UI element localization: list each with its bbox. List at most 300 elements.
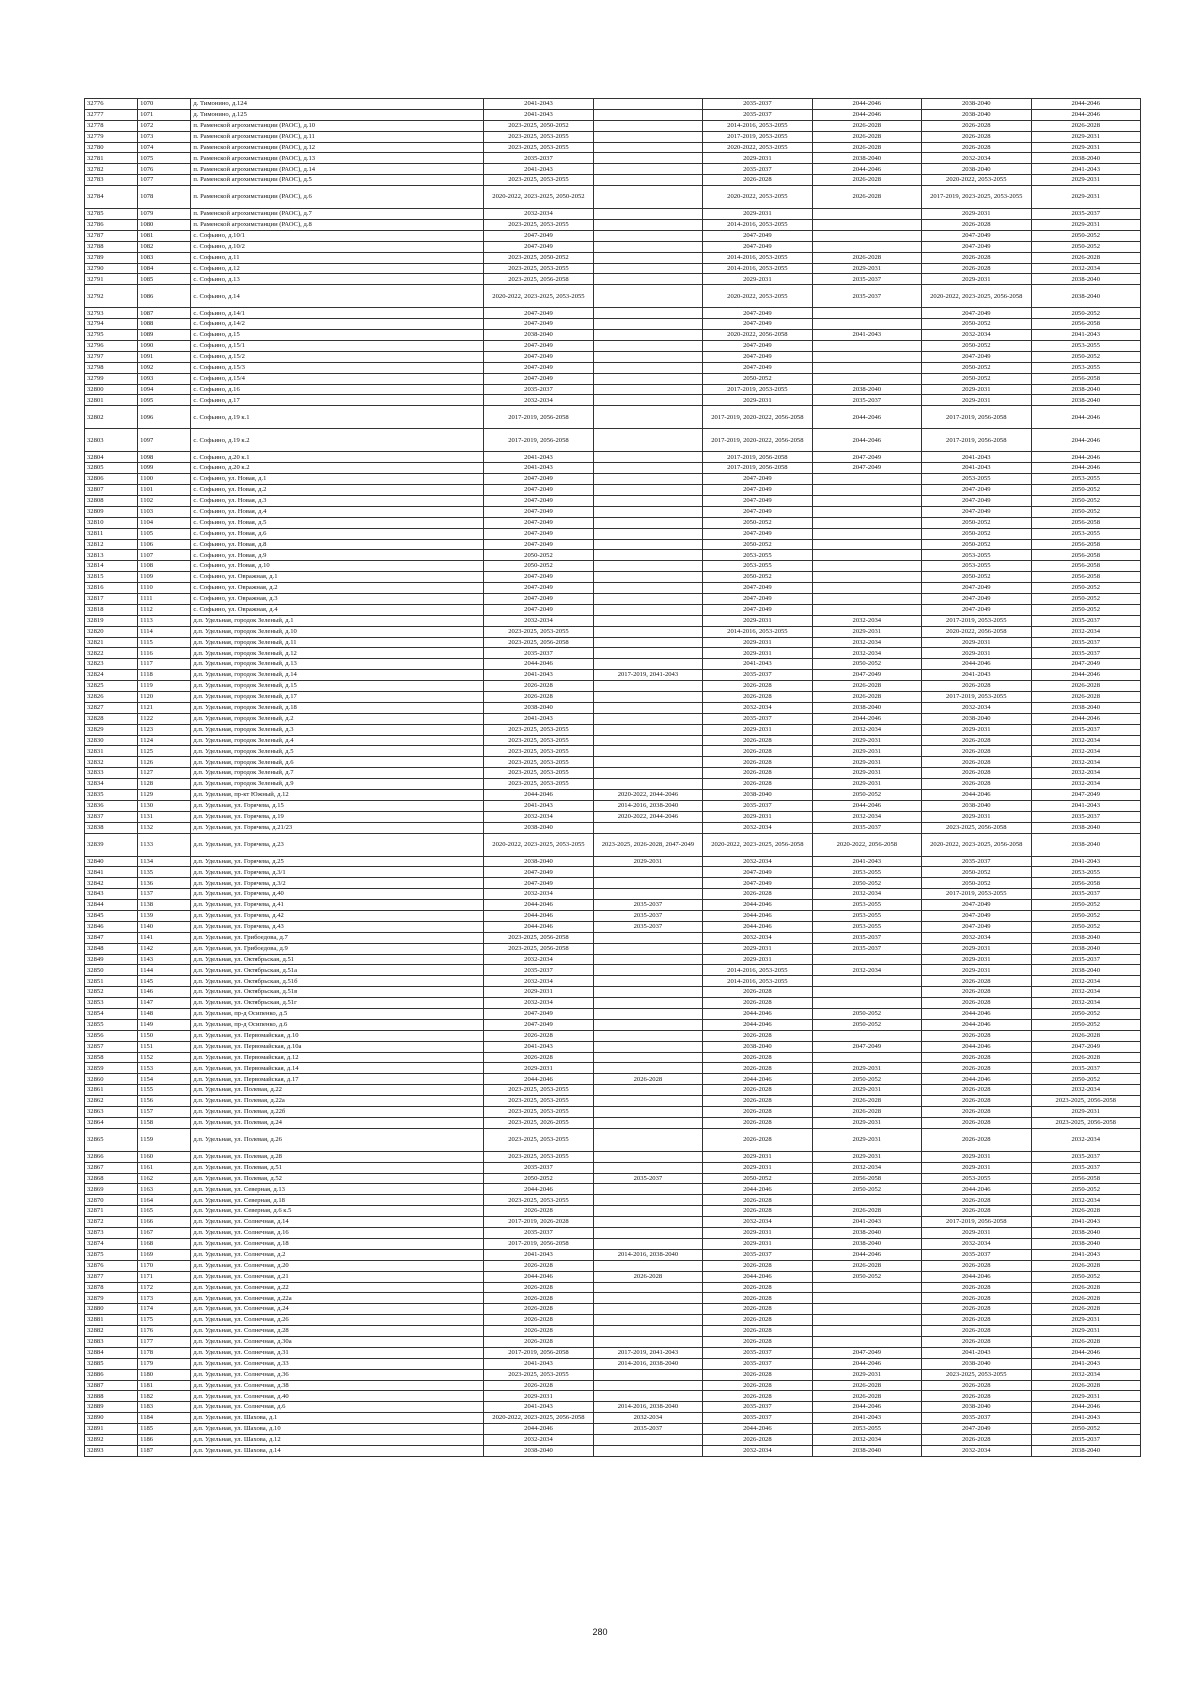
- period-cell: 2047-2049: [484, 308, 593, 319]
- period-cell: 2026-2028: [703, 1380, 812, 1391]
- period-cell: [593, 406, 702, 429]
- item-number-cell: 1125: [138, 746, 191, 757]
- period-cell: 2026-2028: [1031, 120, 1141, 131]
- period-cell: 2020-2022, 2053-2055: [703, 285, 812, 308]
- row-number-cell: 32866: [85, 1151, 138, 1162]
- table-row: [85, 99, 1141, 110]
- period-cell: 2056-2058: [1031, 373, 1141, 384]
- period-cell: 2044-2046: [484, 659, 593, 670]
- item-number-cell: 1107: [138, 550, 191, 561]
- item-number-cell: 1173: [138, 1293, 191, 1304]
- period-cell: 2044-2046: [484, 900, 593, 911]
- row-number-cell: 32779: [85, 131, 138, 142]
- period-cell: 2044-2046: [922, 1074, 1031, 1085]
- address-cell: д.п. Удельная, ул. Солнечная, д.6: [191, 1402, 484, 1413]
- period-cell: 2041-2043: [484, 109, 593, 120]
- period-cell: [593, 485, 702, 496]
- period-cell: [593, 637, 702, 648]
- table-row: [85, 1315, 1141, 1326]
- period-cell: 2047-2049: [703, 319, 812, 330]
- period-cell: [593, 319, 702, 330]
- period-cell: 2053-2055: [1031, 341, 1141, 352]
- period-cell: 2026-2028: [1031, 691, 1141, 702]
- table-row: [85, 1424, 1141, 1435]
- period-cell: 2029-2031: [703, 615, 812, 626]
- period-cell: 2041-2043: [1031, 1358, 1141, 1369]
- period-cell: [812, 474, 921, 485]
- period-cell: [593, 528, 702, 539]
- period-cell: 2050-2052: [1031, 1184, 1141, 1195]
- period-cell: 2047-2049: [703, 474, 812, 485]
- period-cell: [593, 626, 702, 637]
- row-number-cell: 32793: [85, 308, 138, 319]
- address-cell: д.п. Удельная, ул. Первомайская, д.12: [191, 1052, 484, 1063]
- period-cell: 2038-2040: [1031, 384, 1141, 395]
- period-cell: 2029-2031: [812, 1128, 921, 1151]
- period-cell: 2044-2046: [1031, 670, 1141, 681]
- period-cell: 2050-2052: [922, 528, 1031, 539]
- address-cell: д. Тимонино, д.125: [191, 109, 484, 120]
- period-cell: 2020-2022, 2053-2055: [703, 142, 812, 153]
- table-row: [85, 779, 1141, 790]
- period-cell: 2014-2016, 2038-2040: [593, 1402, 702, 1413]
- period-cell: 2026-2028: [703, 1326, 812, 1337]
- period-cell: 2035-2037: [1031, 724, 1141, 735]
- row-number-cell: 32868: [85, 1173, 138, 1184]
- period-cell: [593, 713, 702, 724]
- period-cell: 2041-2043: [922, 1347, 1031, 1358]
- item-number-cell: 1086: [138, 285, 191, 308]
- period-cell: [593, 1391, 702, 1402]
- table-row: [85, 362, 1141, 373]
- address-cell: с. Софьино, ул. Новая, д.8: [191, 539, 484, 550]
- period-cell: [593, 209, 702, 220]
- period-cell: 2032-2034: [484, 615, 593, 626]
- period-cell: 2047-2049: [922, 593, 1031, 604]
- period-cell: 2026-2028: [922, 1030, 1031, 1041]
- period-cell: 2047-2049: [703, 362, 812, 373]
- period-cell: 2026-2028: [1031, 1030, 1141, 1041]
- period-cell: [593, 583, 702, 594]
- item-number-cell: 1180: [138, 1369, 191, 1380]
- table-row: [85, 474, 1141, 485]
- period-cell: 2026-2028: [703, 1085, 812, 1096]
- period-cell: 2026-2028: [703, 175, 812, 186]
- period-cell: 2047-2049: [484, 319, 593, 330]
- period-cell: 2038-2040: [812, 1445, 921, 1456]
- period-cell: 2050-2052: [1031, 1019, 1141, 1030]
- address-cell: д.п. Удельная, ул. Грибоедова, д.9: [191, 943, 484, 954]
- item-number-cell: 1118: [138, 670, 191, 681]
- period-cell: [593, 463, 702, 474]
- row-number-cell: 32835: [85, 789, 138, 800]
- address-cell: д.п. Удельная, городок Зеленый, д.2: [191, 713, 484, 724]
- period-cell: 2032-2034: [812, 724, 921, 735]
- row-number-cell: 32788: [85, 241, 138, 252]
- row-number-cell: 32859: [85, 1063, 138, 1074]
- item-number-cell: 1138: [138, 900, 191, 911]
- period-cell: 2035-2037: [1031, 1162, 1141, 1173]
- period-cell: 2026-2028: [1031, 1293, 1141, 1304]
- period-cell: 2029-2031: [922, 1162, 1031, 1173]
- period-cell: 2029-2031: [703, 209, 812, 220]
- period-cell: 2038-2040: [484, 702, 593, 713]
- period-cell: [593, 1380, 702, 1391]
- address-cell: д.п. Удельная, ул. Первомайская, д.10а: [191, 1041, 484, 1052]
- item-number-cell: 1121: [138, 702, 191, 713]
- table-row: [85, 1402, 1141, 1413]
- period-cell: 2035-2037: [703, 800, 812, 811]
- row-number-cell: 32888: [85, 1391, 138, 1402]
- period-cell: [593, 452, 702, 463]
- row-number-cell: 32816: [85, 583, 138, 594]
- period-cell: 2032-2034: [922, 702, 1031, 713]
- period-cell: 2038-2040: [1031, 965, 1141, 976]
- period-cell: 2053-2055: [812, 911, 921, 922]
- period-cell: 2032-2034: [1031, 757, 1141, 768]
- period-cell: 2032-2034: [812, 965, 921, 976]
- period-cell: 2047-2049: [703, 593, 812, 604]
- period-cell: [812, 604, 921, 615]
- table-row: [85, 153, 1141, 164]
- period-cell: 2047-2049: [484, 230, 593, 241]
- period-cell: 2035-2037: [1031, 648, 1141, 659]
- table-row: [85, 735, 1141, 746]
- period-cell: 2026-2028: [1031, 1380, 1141, 1391]
- period-cell: 2044-2046: [703, 1019, 812, 1030]
- period-cell: 2026-2028: [812, 131, 921, 142]
- period-cell: 2047-2049: [703, 495, 812, 506]
- period-cell: 2032-2034: [1031, 987, 1141, 998]
- address-cell: д.п. Удельная, пр-кт Южный, д.12: [191, 789, 484, 800]
- row-number-cell: 32836: [85, 800, 138, 811]
- period-cell: 2029-2031: [812, 746, 921, 757]
- period-cell: 2026-2028: [1031, 252, 1141, 263]
- address-cell: с. Софьино, ул. Овражная, д.1: [191, 572, 484, 583]
- table-row: [85, 142, 1141, 153]
- period-cell: 2032-2034: [922, 153, 1031, 164]
- item-number-cell: 1161: [138, 1162, 191, 1173]
- item-number-cell: 1162: [138, 1173, 191, 1184]
- address-cell: д.п. Удельная, ул. Солнечная, д.2: [191, 1249, 484, 1260]
- item-number-cell: 1160: [138, 1151, 191, 1162]
- period-cell: 2035-2037: [703, 164, 812, 175]
- period-cell: 2044-2046: [484, 789, 593, 800]
- item-number-cell: 1153: [138, 1063, 191, 1074]
- address-cell: д.п. Удельная, ул. Солнечная, д.31: [191, 1347, 484, 1358]
- address-cell: д.п. Удельная, ул. Октябрьская, д.51а: [191, 965, 484, 976]
- row-number-cell: 32850: [85, 965, 138, 976]
- row-number-cell: 32808: [85, 495, 138, 506]
- address-cell: д.п. Удельная, городок Зеленый, д.11: [191, 637, 484, 648]
- row-number-cell: 32833: [85, 768, 138, 779]
- period-cell: [593, 1184, 702, 1195]
- period-cell: 2026-2028: [922, 142, 1031, 153]
- address-cell: д.п. Удельная, городок Зеленый, д.6: [191, 757, 484, 768]
- address-cell: д.п. Удельная, ул. Солнечная, д.26: [191, 1315, 484, 1326]
- period-cell: [593, 164, 702, 175]
- table-row: [85, 285, 1141, 308]
- address-cell: д.п. Удельная, ул. Шахова, д.14: [191, 1445, 484, 1456]
- period-cell: 2038-2040: [1031, 1445, 1141, 1456]
- period-cell: 2053-2055: [922, 561, 1031, 572]
- period-cell: 2026-2028: [703, 1195, 812, 1206]
- period-cell: [593, 362, 702, 373]
- period-cell: 2026-2028: [703, 1391, 812, 1402]
- item-number-cell: 1133: [138, 833, 191, 856]
- period-cell: 2047-2049: [484, 241, 593, 252]
- table-row: [85, 681, 1141, 692]
- item-number-cell: 1169: [138, 1249, 191, 1260]
- period-cell: [812, 517, 921, 528]
- period-cell: 2029-2031: [703, 943, 812, 954]
- row-number-cell: 32871: [85, 1206, 138, 1217]
- period-cell: 2047-2049: [922, 911, 1031, 922]
- period-cell: 2035-2037: [593, 900, 702, 911]
- address-cell: д.п. Удельная, городок Зеленый, д.1: [191, 615, 484, 626]
- period-cell: 2014-2016, 2053-2055: [703, 252, 812, 263]
- period-cell: 2017-2019, 2020-2022, 2056-2058: [703, 406, 812, 429]
- period-cell: 2038-2040: [812, 384, 921, 395]
- period-cell: 2017-2019, 2056-2058: [703, 463, 812, 474]
- item-number-cell: 1163: [138, 1184, 191, 1195]
- row-number-cell: 32862: [85, 1096, 138, 1107]
- period-cell: [593, 1052, 702, 1063]
- period-cell: 2023-2025, 2053-2055: [484, 1128, 593, 1151]
- period-cell: 2032-2034: [812, 1434, 921, 1445]
- row-number-cell: 32878: [85, 1282, 138, 1293]
- table-row: [85, 811, 1141, 822]
- period-cell: [593, 1206, 702, 1217]
- table-row: [85, 550, 1141, 561]
- table-row: [85, 1074, 1141, 1085]
- address-cell: с. Софьино, д.14/1: [191, 308, 484, 319]
- period-cell: 2020-2022, 2056-2058: [812, 833, 921, 856]
- period-cell: [812, 987, 921, 998]
- period-cell: [593, 474, 702, 485]
- period-cell: 2044-2046: [812, 800, 921, 811]
- period-cell: 2035-2037: [812, 274, 921, 285]
- item-number-cell: 1155: [138, 1085, 191, 1096]
- period-cell: 2044-2046: [1031, 463, 1141, 474]
- period-cell: 2053-2055: [703, 550, 812, 561]
- address-cell: д.п. Удельная, ул. Солнечная, д.33: [191, 1358, 484, 1369]
- table-row: [85, 319, 1141, 330]
- period-cell: 2029-2031: [1031, 1107, 1141, 1118]
- address-cell: д.п. Удельная, городок Зеленый, д.13: [191, 659, 484, 670]
- period-cell: 2029-2031: [1031, 1315, 1141, 1326]
- row-number-cell: 32892: [85, 1434, 138, 1445]
- period-cell: 2017-2019, 2056-2058: [922, 429, 1031, 452]
- period-cell: 2029-2031: [703, 648, 812, 659]
- item-number-cell: 1095: [138, 395, 191, 406]
- period-cell: 2035-2037: [922, 1413, 1031, 1424]
- period-cell: 2029-2031: [593, 856, 702, 867]
- period-cell: 2023-2025, 2053-2055: [484, 626, 593, 637]
- period-cell: 2041-2043: [812, 856, 921, 867]
- period-cell: 2041-2043: [1031, 164, 1141, 175]
- period-cell: 2056-2058: [1031, 572, 1141, 583]
- period-cell: [593, 889, 702, 900]
- period-cell: 2047-2049: [703, 583, 812, 594]
- period-cell: 2050-2052: [703, 373, 812, 384]
- row-number-cell: 32845: [85, 911, 138, 922]
- period-cell: 2026-2028: [922, 1293, 1031, 1304]
- item-number-cell: 1181: [138, 1380, 191, 1391]
- period-cell: 2032-2034: [484, 811, 593, 822]
- period-cell: 2029-2031: [484, 1063, 593, 1074]
- period-cell: 2053-2055: [703, 561, 812, 572]
- item-number-cell: 1187: [138, 1445, 191, 1456]
- period-cell: 2029-2031: [703, 637, 812, 648]
- item-number-cell: 1083: [138, 252, 191, 263]
- address-cell: д.п. Удельная, ул. Полевая, д.24: [191, 1117, 484, 1128]
- period-cell: 2047-2049: [922, 308, 1031, 319]
- item-number-cell: 1092: [138, 362, 191, 373]
- period-cell: 2056-2058: [1031, 561, 1141, 572]
- table-row: [85, 330, 1141, 341]
- period-cell: 2029-2031: [922, 384, 1031, 395]
- table-row: [85, 921, 1141, 932]
- period-cell: 2047-2049: [484, 1019, 593, 1030]
- period-cell: 2041-2043: [922, 670, 1031, 681]
- period-cell: 2044-2046: [484, 911, 593, 922]
- item-number-cell: 1167: [138, 1228, 191, 1239]
- period-cell: [812, 308, 921, 319]
- period-cell: [812, 998, 921, 1009]
- period-cell: [593, 120, 702, 131]
- period-cell: 2047-2049: [1031, 659, 1141, 670]
- period-cell: 2020-2022, 2023-2025, 2053-2055: [484, 833, 593, 856]
- period-cell: 2020-2022, 2056-2058: [922, 626, 1031, 637]
- period-cell: 2050-2052: [922, 362, 1031, 373]
- period-cell: 2056-2058: [1031, 539, 1141, 550]
- period-cell: 2026-2028: [812, 691, 921, 702]
- period-cell: 2026-2028: [922, 1304, 1031, 1315]
- period-cell: 2038-2040: [484, 330, 593, 341]
- period-cell: 2032-2034: [703, 1445, 812, 1456]
- period-cell: 2032-2034: [703, 702, 812, 713]
- period-cell: 2035-2037: [1031, 637, 1141, 648]
- row-number-cell: 32864: [85, 1117, 138, 1128]
- period-cell: 2050-2052: [812, 878, 921, 889]
- period-cell: 2029-2031: [812, 768, 921, 779]
- row-number-cell: 32805: [85, 463, 138, 474]
- address-cell: с. Софьино, д.15/4: [191, 373, 484, 384]
- period-cell: 2050-2052: [812, 1271, 921, 1282]
- period-cell: 2026-2028: [922, 1107, 1031, 1118]
- period-cell: 2038-2040: [1031, 285, 1141, 308]
- period-cell: 2029-2031: [922, 395, 1031, 406]
- period-cell: 2038-2040: [1031, 395, 1141, 406]
- period-cell: 2047-2049: [484, 572, 593, 583]
- period-cell: 2044-2046: [922, 1009, 1031, 1020]
- address-cell: с. Софьино, д.20 к.2: [191, 463, 484, 474]
- period-cell: 2044-2046: [812, 1249, 921, 1260]
- period-cell: [812, 561, 921, 572]
- period-cell: 2038-2040: [922, 109, 1031, 120]
- period-cell: 2050-2052: [1031, 506, 1141, 517]
- period-cell: 2026-2028: [922, 987, 1031, 998]
- period-cell: 2029-2031: [922, 724, 1031, 735]
- row-number-cell: 32813: [85, 550, 138, 561]
- period-cell: 2026-2028: [484, 1380, 593, 1391]
- table-row: [85, 395, 1141, 406]
- period-cell: 2026-2028: [703, 757, 812, 768]
- period-cell: [812, 209, 921, 220]
- period-cell: 2026-2028: [484, 1052, 593, 1063]
- period-cell: 2035-2037: [484, 965, 593, 976]
- period-cell: 2023-2025, 2056-2058: [484, 932, 593, 943]
- period-cell: [593, 1128, 702, 1151]
- period-cell: 2026-2028: [922, 1391, 1031, 1402]
- address-cell: д.п. Удельная, ул. Солнечная, д.36: [191, 1369, 484, 1380]
- period-cell: 2032-2034: [1031, 976, 1141, 987]
- address-cell: п. Раменской агрохимстанции (РАОС), д.14: [191, 164, 484, 175]
- period-cell: 2026-2028: [812, 1260, 921, 1271]
- period-cell: 2038-2040: [922, 99, 1031, 110]
- period-cell: 2044-2046: [703, 1271, 812, 1282]
- period-cell: 2026-2028: [703, 1369, 812, 1380]
- table-row: [85, 965, 1141, 976]
- period-cell: 2041-2043: [484, 800, 593, 811]
- period-cell: 2029-2031: [812, 1117, 921, 1128]
- period-cell: 2017-2019, 2056-2058: [484, 406, 593, 429]
- period-cell: [593, 954, 702, 965]
- period-cell: 2041-2043: [922, 463, 1031, 474]
- row-number-cell: 32810: [85, 517, 138, 528]
- address-cell: с. Софьино, д.19 к.1: [191, 406, 484, 429]
- period-cell: [593, 1117, 702, 1128]
- item-number-cell: 1099: [138, 463, 191, 474]
- period-cell: 2026-2028: [922, 768, 1031, 779]
- address-cell: с. Софьино, ул. Новая, д.5: [191, 517, 484, 528]
- period-cell: [593, 263, 702, 274]
- period-cell: [593, 341, 702, 352]
- address-cell: п. Раменской агрохимстанции (РАОС), д.6: [191, 186, 484, 209]
- period-cell: 2044-2046: [922, 659, 1031, 670]
- row-number-cell: 32829: [85, 724, 138, 735]
- table-row: [85, 954, 1141, 965]
- period-cell: [593, 1085, 702, 1096]
- address-cell: д.п. Удельная, ул. Солнечная, д.22: [191, 1282, 484, 1293]
- row-number-cell: 32863: [85, 1107, 138, 1118]
- period-cell: 2041-2043: [484, 713, 593, 724]
- row-number-cell: 32849: [85, 954, 138, 965]
- item-number-cell: 1141: [138, 932, 191, 943]
- period-cell: [593, 976, 702, 987]
- row-number-cell: 32827: [85, 702, 138, 713]
- address-cell: с. Софьино, ул. Овражная, д.4: [191, 604, 484, 615]
- address-cell: д.п. Удельная, ул. Шахова, д.1: [191, 1413, 484, 1424]
- period-cell: 2038-2040: [1031, 833, 1141, 856]
- row-number-cell: 32832: [85, 757, 138, 768]
- address-cell: д.п. Удельная, ул. Северная, д.6 к.5: [191, 1206, 484, 1217]
- period-cell: 2032-2034: [922, 932, 1031, 943]
- period-cell: [593, 1315, 702, 1326]
- row-number-cell: 32881: [85, 1315, 138, 1326]
- period-cell: 2047-2049: [484, 341, 593, 352]
- table-row: [85, 539, 1141, 550]
- period-cell: 2044-2046: [1031, 99, 1141, 110]
- period-cell: 2026-2028: [812, 142, 921, 153]
- period-cell: 2032-2034: [1031, 998, 1141, 1009]
- period-cell: 2026-2028: [922, 1117, 1031, 1128]
- period-cell: 2050-2052: [922, 341, 1031, 352]
- address-cell: с. Софьино, ул. Новая, д.4: [191, 506, 484, 517]
- period-cell: 2050-2052: [703, 539, 812, 550]
- period-cell: 2020-2022, 2023-2025, 2056-2058: [922, 833, 1031, 856]
